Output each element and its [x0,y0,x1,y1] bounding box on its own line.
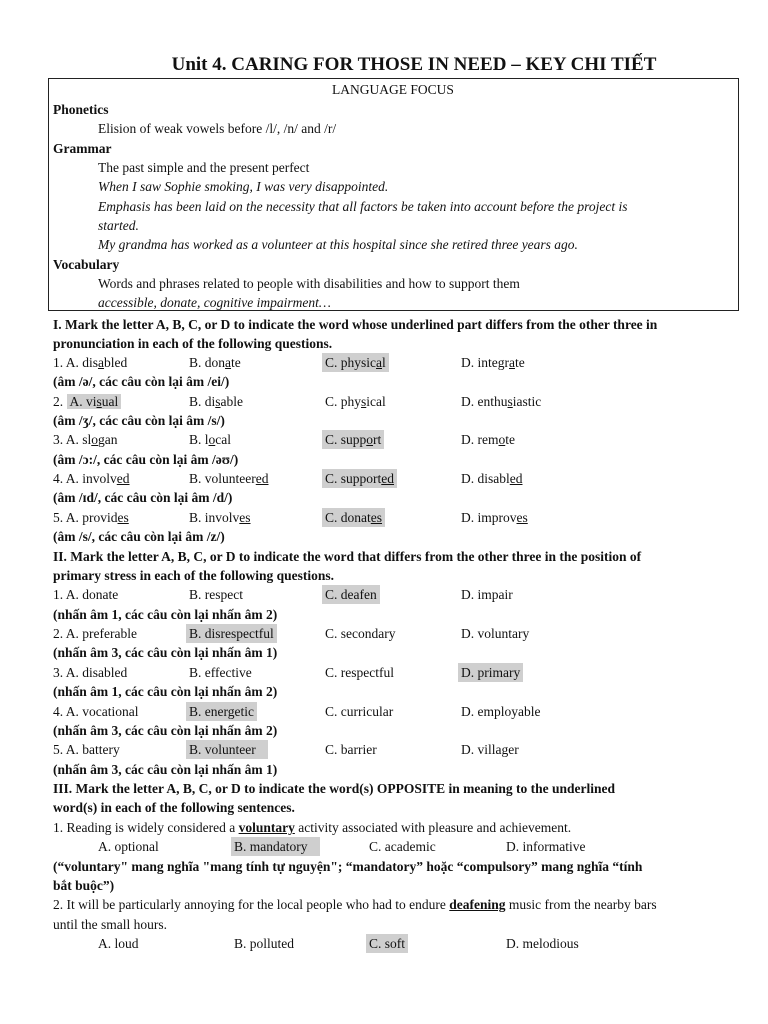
phonetics-label: Phonetics [53,102,109,117]
section-2-heading-cont: primary stress in each of the following questions. [53,568,335,583]
language-focus-heading: LANGUAGE FOCUS [332,82,454,97]
grammar-example-2: Emphasis has been laid on the necessity that all factors be taken into account before the project is [98,199,628,214]
s1-q4-option-b: B. volunteered [189,471,269,486]
s3-q1-note: (“voluntary" mang nghĩa "mang tính tự nguyện"; “mandatory” hoặc “compulsory” mang nghĩa “tính [53,859,643,874]
section-2-heading: II. Mark the letter A, B, C, or D to indicate the word that differs from the other three in the position of [53,549,642,564]
s2-q5-option-c: C. barrier [325,742,377,757]
s3-q1-option-a: A. optional [98,839,159,854]
s1-q2-option-c: C. physical [325,394,386,409]
s1-q4-note: (âm /ɪd/, các câu còn lại âm /d/) [53,490,233,505]
s2-q4-note: (nhấn âm 3, các câu còn lại nhấn âm 2) [53,723,278,738]
s1-q4-option-a: 4. A. involved [53,471,130,486]
s1-q5-note: (âm /s/, các câu còn lại âm /z/) [53,529,225,544]
grammar-example-1: When I saw Sophie smoking, I was very disappointed. [98,179,389,194]
s2-q4-option-c: C. curricular [325,704,394,719]
s2-q3-option-b: B. effective [189,665,252,680]
s3-q2-option-c-answer: C. soft [366,934,408,953]
s1-q5-option-b: B. involves [189,510,251,525]
vocabulary-label: Vocabulary [53,257,120,272]
s3-q2-sentence-cont: until the small hours. [53,917,167,932]
s3-q1-note-cont: bắt buộc”) [53,878,115,893]
s2-q5-option-a: 5. A. battery [53,742,120,757]
s3-q1-option-d: D. informative [506,839,586,854]
s2-q2-note: (nhấn âm 3, các câu còn lại nhấn âm 1) [53,645,278,660]
s1-q4-option-d: D. disabled [461,471,523,486]
s1-q3-option-c-answer: C. support [322,430,384,449]
s2-q2-option-c: C. secondary [325,626,396,641]
s1-q2-option-a-answer: 2. A. visual [53,392,121,411]
s2-q1-option-d: D. impair [461,587,513,602]
s2-q5-option-d: D. villager [461,742,519,757]
s2-q1-note: (nhấn âm 1, các câu còn lại nhấn âm 2) [53,607,278,622]
s2-q5-note: (nhấn âm 3, các câu còn lại nhấn âm 1) [53,762,278,777]
section-3-heading-cont: word(s) in each of the following sentences. [53,800,295,815]
s2-q2-option-a: 2. A. preferable [53,626,137,641]
s1-q3-note: (âm /ɔ:/, các câu còn lại âm /əʊ/) [53,452,239,467]
s2-q3-option-a: 3. A. disabled [53,665,128,680]
s2-q3-option-d-answer: D. primary [458,663,523,682]
s2-q1-option-b: B. respect [189,587,243,602]
s3-q2-sentence: 2. It will be particularly annoying for the local people who had to endure deafening music from the nearby bars [53,897,657,912]
s1-q2-option-d: D. enthusiastic [461,394,542,409]
s2-q3-option-c: C. respectful [325,665,394,680]
s2-q4-option-d: D. employable [461,704,541,719]
grammar-text: The past simple and the present perfect [98,160,310,175]
s1-q3-option-d: D. remote [461,432,515,447]
s1-q1-option-a: 1. A. disabled [53,355,128,370]
grammar-label: Grammar [53,141,112,156]
s1-q2-note: (âm /ʒ/, các câu còn lại âm /s/) [53,413,225,428]
s2-q4-option-a: 4. A. vocational [53,704,139,719]
s1-q1-option-c-answer: C. physical [322,353,389,372]
s2-q4-option-b-answer: B. energetic [186,702,257,721]
s1-q3-option-b: B. local [189,432,232,447]
s3-q2-keyword: deafening [449,897,506,912]
s1-q3-option-a: 3. A. slogan [53,432,118,447]
s2-q2-option-d: D. voluntary [461,626,530,641]
s3-q1-option-b-answer: B. mandatory [231,837,320,856]
section-1-heading-cont: pronunciation in each of the following questions. [53,336,333,351]
s2-q1-option-a: 1. A. donate [53,587,119,602]
s3-q2-option-b: B. polluted [234,936,294,951]
s3-q1-keyword: voluntary [238,820,295,835]
s1-q1-note: (âm /ə/, các câu còn lại âm /ei/) [53,374,230,389]
vocabulary-words: accessible, donate, cognitive impairment… [98,295,331,310]
s3-q2-option-d: D. melodious [506,936,579,951]
phonetics-text: Elision of weak vowels before /l/, /n/ and /r/ [98,121,337,136]
s1-q5-option-a: 5. A. provides [53,510,129,525]
s2-q2-option-b-answer: B. disrespectful [186,624,277,643]
s3-q2-option-a: A. loud [98,936,139,951]
grammar-example-2-cont: started. [98,218,139,233]
s3-q1-sentence: 1. Reading is widely considered a voluntary activity associated with pleasure and achievement. [53,820,572,835]
s2-q5-option-b-answer: B. volunteer [186,740,268,759]
s3-q1-option-c: C. academic [369,839,436,854]
s1-q1-option-d: D. integrate [461,355,525,370]
vocabulary-text: Words and phrases related to people with disabilities and how to support them [98,276,520,291]
s1-q5-option-c-answer: C. donates [322,508,385,527]
s2-q1-option-c-answer: C. deafen [322,585,380,604]
s2-q3-note: (nhấn âm 1, các câu còn lại nhấn âm 2) [53,684,278,699]
section-3-heading: III. Mark the letter A, B, C, or D to indicate the word(s) OPPOSITE in meaning to the underlined [53,781,615,796]
page-title: Unit 4. CARING FOR THOSE IN NEED – KEY CHI TIẾT [171,54,657,75]
s1-q5-option-d: D. improves [461,510,528,525]
s1-q2-option-b: B. disable [189,394,244,409]
grammar-example-3: My grandma has worked as a volunteer at this hospital since she retired three years ago. [98,237,578,252]
s1-q1-option-b: B. donate [189,355,241,370]
section-1-heading: I. Mark the letter A, B, C, or D to indicate the word whose underlined part differs from the other three in [53,317,658,332]
s1-q4-option-c-answer: C. supported [322,469,397,488]
